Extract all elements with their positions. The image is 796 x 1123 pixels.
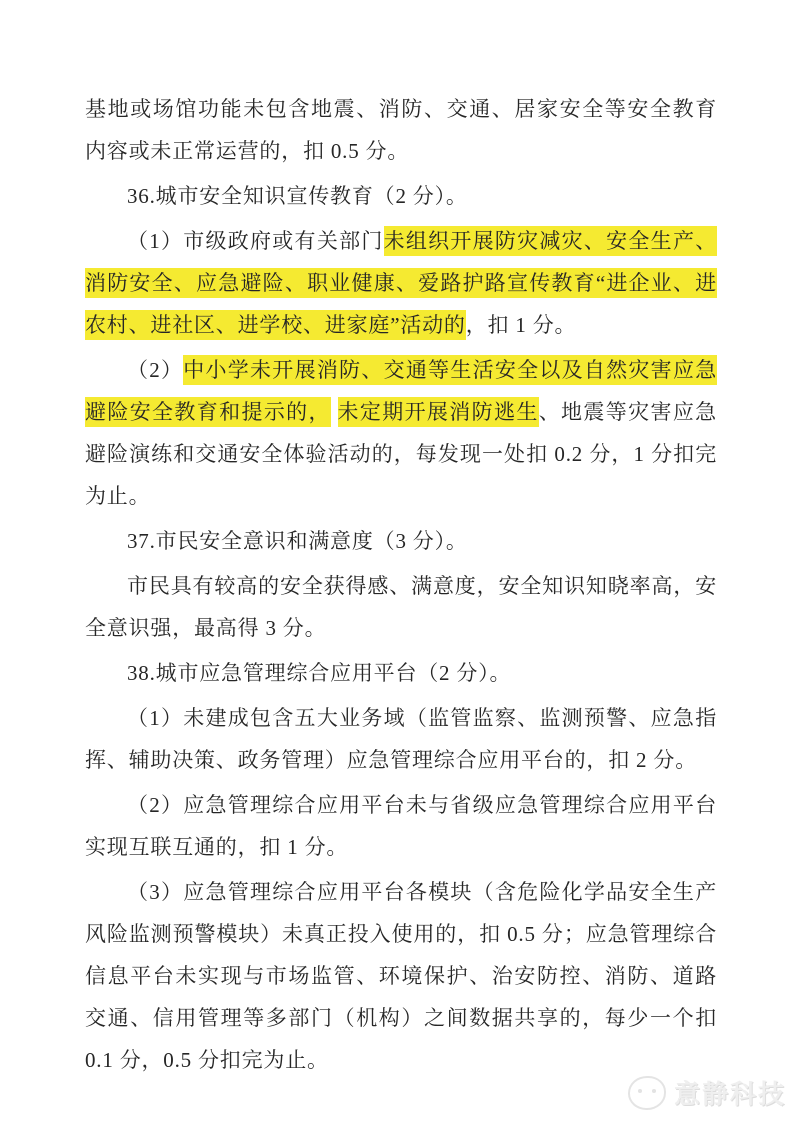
cat-face-logo-icon — [628, 1076, 666, 1110]
text-run: （2）应急管理综合应用平台未与省级应急管理综合应用平台实现互联互通的，扣 1 分。 — [85, 793, 717, 859]
paragraph — [85, 220, 717, 346]
text-run: 市民具有较高的安全获得感、满意度，安全知识知晓率高，安全意识强，最高得 3 分。 — [85, 574, 717, 640]
text-run: （1）未建成包含五大业务域（监管监察、监测预警、应急指挥、辅助决策、政务管理）应急管理综合应用平台的，扣 2 分。 — [85, 706, 717, 772]
text-run: 基地或场馆功能未包含地震、消防、交通、居家安全等安全教育内容或未正常运营的，扣 0.5 分。 — [85, 97, 717, 163]
text-run: ，扣 1 分。 — [465, 313, 577, 337]
highlighted-text: 中小学未开展消防、交通等生活安全以及自然灾害应急避险安全教育和提示的， — [85, 355, 717, 427]
paragraph — [85, 520, 717, 562]
text-run: （3）应急管理综合应用平台各模块（含危险化学品安全生产风险监测预警模块）未真正投入使用的，扣 0.5 分；应急管理综合信息平台未实现与市场监管、环境保护、治安防控、消防、道路交通、信用管理等多部门（机构）之间数据共享的，每少一个扣 0.1 分，0.5 分扣完为止。 — [85, 880, 717, 1072]
paragraph — [85, 565, 717, 649]
paragraph — [85, 784, 717, 868]
text-run: 36.城市安全知识宣传教育（2 分）。 — [127, 184, 468, 208]
paragraph — [85, 652, 717, 694]
highlighted-text: 未组织开展防灾减灾、安全生产、消防安全、应急避险、职业健康、爱路护路宣传教育“进企业、进农村、进社区、进学校、进家庭”活动的 — [85, 226, 717, 340]
text-run: （2） — [127, 358, 184, 382]
watermark — [628, 1074, 786, 1111]
paragraph — [85, 349, 717, 517]
text-run: （1）市级政府或有关部门 — [127, 229, 384, 253]
paragraph — [85, 871, 717, 1081]
paragraph — [85, 175, 717, 217]
text-run: 、地震等灾害应急避险演练和交通安全体验活动的，每发现一处扣 0.2 分，1 分扣完为止。 — [85, 400, 717, 508]
document-body — [85, 88, 717, 1084]
highlighted-text: 未定期开展消防逃生 — [338, 397, 539, 427]
text-run — [331, 400, 338, 424]
watermark-text: 意静科技 — [673, 1079, 786, 1109]
paragraph — [85, 88, 717, 172]
text-run: 38.城市应急管理综合应用平台（2 分）。 — [127, 661, 512, 685]
text-run: 37.市民安全意识和满意度（3 分）。 — [127, 529, 468, 553]
paragraph — [85, 697, 717, 781]
